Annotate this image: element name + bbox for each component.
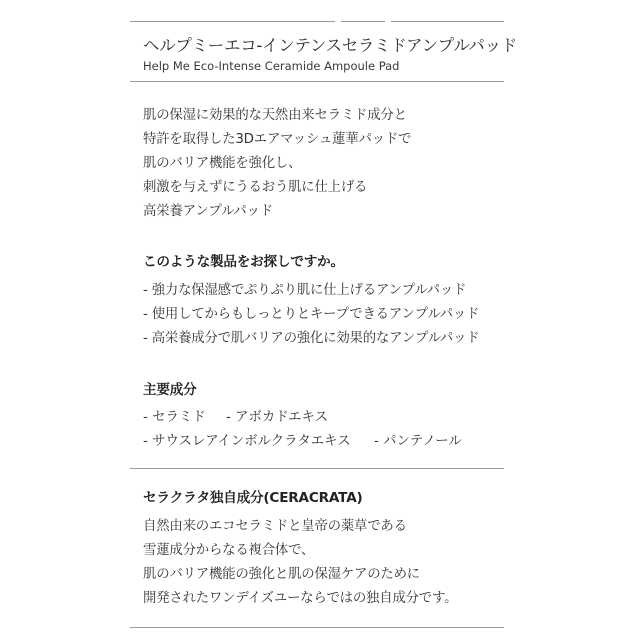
intro-line: 肌のバリア機能を強化し、 [143,156,302,171]
ingredient-row [143,430,633,454]
recommend-list [143,279,633,351]
intro-text [143,104,633,224]
recommend-item: - 高栄養成分で肌バリアの強化に効果的なアンプルパッド [143,331,480,346]
ingredient-item: - パンテノール [374,434,462,449]
ingredients-list [143,406,633,454]
recommend-item: - 強力な保湿感でぷりぷり肌に仕上げるアンプルパッド [143,283,467,298]
product-name-jp: ヘルプミーエコ-インテンスセラミドアンプルパッド [143,36,517,55]
section-divider [130,468,504,469]
ingredient-row [143,406,633,430]
ingredient-item: - サウスレアインボルクラタエキス [143,434,351,449]
ingredient-item: - アボカドエキス [226,410,329,425]
ceracrata-line: 肌のバリア機能の強化と肌の保湿ケアのために [143,567,421,582]
intro-line: 肌の保湿に効果的な天然由来セラミド成分と [143,108,407,123]
top-rule-middle [341,21,385,22]
ceracrata-line: 雪蓮成分からなる複合体で、 [143,543,315,558]
title-divider [130,81,504,82]
recommend-item: - 使用してからもしっとりとキープできるアンプルパッド [143,307,480,322]
intro-line: 高栄養アンプルパッド [143,204,273,219]
ceracrata-heading: セラクラタ独自成分(CERACRATA) [143,490,363,506]
ceracrata-line: 自然由来のエコセラミドと皇帝の薬草である [143,519,407,534]
recommend-heading: このような製品をお探しですか。 [143,254,344,270]
top-rule-right [391,21,504,22]
product-name-en: Help Me Eco-Intense Ceramide Ampoule Pad [143,59,400,73]
top-rule-left [130,21,335,22]
ingredients-heading: 主要成分 [143,382,197,398]
ceracrata-text [143,515,633,611]
bottom-rule [130,627,504,628]
ingredient-item: - セラミド [143,410,206,425]
intro-line: 刺激を与えずにうるおう肌に仕上げる [143,180,368,195]
intro-line: 特許を取得した3Dエアマッシュ蓮華パッドで [143,132,412,147]
ceracrata-line: 開発されたワンデイズユーならではの独自成分です。 [143,591,458,606]
